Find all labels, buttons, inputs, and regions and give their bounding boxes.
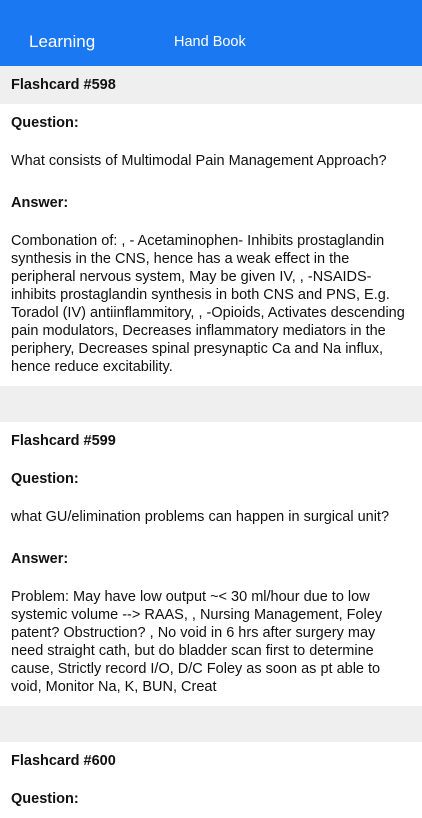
flashcard-list <box>0 66 422 818</box>
answer-text: Combonation of: , - Acetaminophen- Inhibits prostaglandin synthesis in the CNS, hence has a weak effect in the peripheral nervous system, May be given IV, , -NSAIDS- inhibits prostaglandin synthesis in both CNS and PNS, E.g. Toradol (IV) antiinflammitory, , -Opioids, Activates descending pain modulators, Decreases inflammatory mediators in the periphery, Decreases spinal presynaptic Ca and Na influx, hence reduce excitability. <box>11 233 405 375</box>
card-separator <box>0 386 422 422</box>
flashcard-body <box>0 460 422 706</box>
flashcard-body <box>0 780 422 818</box>
top-navigation-bar <box>0 0 422 66</box>
question-text: What consists of Multimodal Pain Management Approach? <box>11 153 387 169</box>
flashcard-title: Flashcard #599 <box>0 422 422 460</box>
flashcard-title: Flashcard #600 <box>0 742 422 780</box>
flashcard-600 <box>0 742 422 818</box>
answer-label: Answer: <box>11 551 69 567</box>
flashcard-598 <box>0 66 422 386</box>
question-label: Question: <box>11 791 79 807</box>
question-label: Question: <box>11 471 79 487</box>
answer-label: Answer: <box>11 195 69 211</box>
question-label: Question: <box>11 115 79 131</box>
question-text: what GU/elimination problems can happen in surgical unit? <box>11 509 390 525</box>
tab-learning[interactable]: Learning <box>29 32 96 51</box>
card-separator <box>0 706 422 742</box>
flashcard-title: Flashcard #598 <box>0 66 422 104</box>
tab-hand-book[interactable]: Hand Book <box>174 34 246 50</box>
answer-text: Problem: May have low output ~< 30 ml/hour due to low systemic volume --> RAAS, , Nursing Management, Foley patent? Obstruction? , No void in 6 hrs after surgery may need straight cath, but do bladder scan first to determine cause, Strictly record I/O, D/C Foley as soon as pt able to void, Monitor Na, K, BUN, Creat <box>11 589 383 695</box>
flashcard-body <box>0 104 422 386</box>
flashcard-599 <box>0 422 422 706</box>
